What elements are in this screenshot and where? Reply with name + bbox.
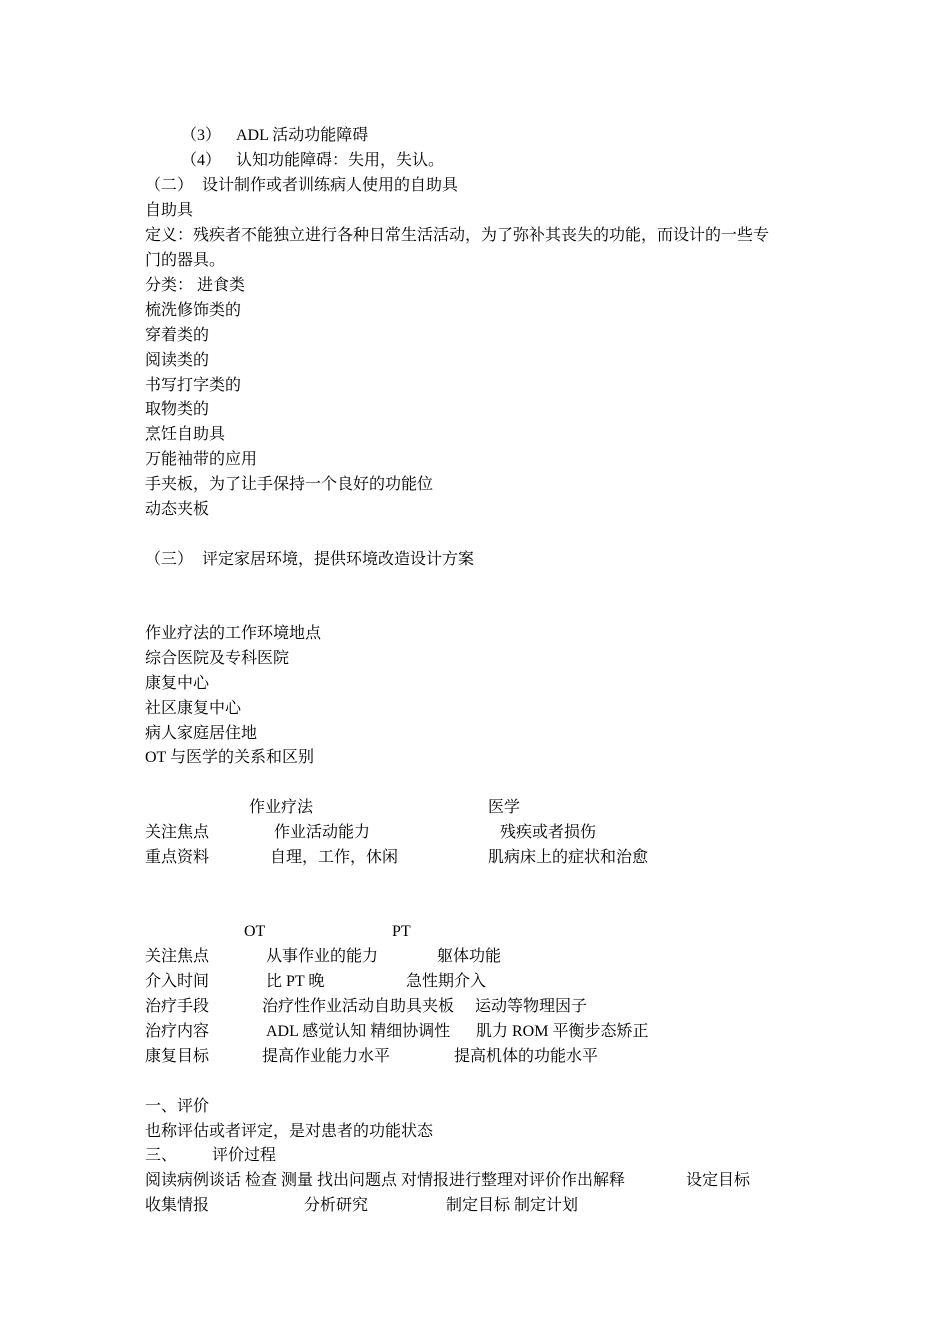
- aid-type: 阅读类的: [145, 352, 210, 369]
- compare-pt-row-label: 治疗内容: [145, 1023, 210, 1040]
- aid-type: 万能袖带的应用: [145, 451, 258, 468]
- compare-pt-header-pt: PT: [392, 923, 411, 940]
- process-plan: 制定目标 制定计划: [446, 1197, 579, 1214]
- aid-type: 烹饪自助具: [145, 426, 226, 443]
- process-analyze: 分析研究: [304, 1197, 369, 1214]
- section2-number: （二）: [145, 177, 194, 194]
- section3-heading: 评定家居环境，提供环境改造设计方案: [202, 551, 475, 568]
- evaluation-heading: 一、评价: [145, 1098, 210, 1115]
- section2-heading: 设计制作或者训练病人使用的自助具: [202, 177, 459, 194]
- process-steps: 阅读病例谈话 检查 测量 找出问题点 对情报进行整理对评价作出解释: [145, 1172, 626, 1189]
- compare-pt-row-ot: 提高作业能力水平: [262, 1048, 391, 1065]
- compare-pt-row-ot: 治疗性作业活动自助具夹板: [262, 998, 455, 1015]
- workplace-item: 综合医院及专科医院: [145, 650, 290, 667]
- compare-med-header-ot: 作业疗法: [249, 799, 314, 816]
- compare-pt-row-label: 治疗手段: [145, 998, 210, 1015]
- item4-number: （4）: [181, 152, 222, 169]
- workplace-item: 病人家庭居住地: [145, 725, 258, 742]
- definition-line-2: 门的器具。: [145, 252, 226, 269]
- aid-type: 穿着类的: [145, 327, 210, 344]
- aid-type: 手夹板，为了让手保持一个良好的功能位: [145, 476, 434, 493]
- compare-pt-row-pt: 躯体功能: [437, 948, 502, 965]
- compare-pt-row-label: 关注焦点: [145, 948, 210, 965]
- workplace-item: 社区康复中心: [145, 700, 242, 717]
- compare-pt-row-label: 康复目标: [145, 1048, 210, 1065]
- section3-number: （三）: [145, 551, 194, 568]
- compare-med-row-med: 肌病床上的症状和治愈: [488, 849, 649, 866]
- compare-med-row-med: 残疾或者损伤: [500, 824, 597, 841]
- compare-med-header-med: 医学: [488, 799, 521, 816]
- process-goal: 设定目标: [686, 1172, 751, 1189]
- compare-pt-row-ot: 从事作业的能力: [266, 948, 379, 965]
- aid-type: 梳洗修饰类的: [145, 302, 242, 319]
- compare-pt-row-label: 介入时间: [145, 973, 210, 990]
- workplace-heading: 作业疗法的工作环境地点: [145, 625, 322, 642]
- compare-pt-row-pt: 运动等物理因子: [475, 998, 588, 1015]
- compare-pt-header-ot: OT: [244, 923, 266, 940]
- item3-text: ADL 活动功能障碍: [236, 127, 369, 144]
- compare-pt-row-pt: 提高机体的功能水平: [454, 1048, 599, 1065]
- compare-med-row-ot: 自理，工作，休闲: [270, 849, 399, 866]
- process-heading: 评价过程: [212, 1147, 277, 1164]
- workplace-item: 康复中心: [145, 675, 210, 692]
- compare-med-row-label: 关注焦点: [145, 824, 210, 841]
- classification-line: 分类： 进食类: [145, 277, 246, 294]
- evaluation-definition: 也称评估或者评定，是对患者的功能状态: [145, 1123, 434, 1140]
- item4-text: 认知功能障碍：失用，失认。: [236, 152, 445, 169]
- aid-type: 书写打字类的: [145, 377, 242, 394]
- process-number: 三、: [145, 1147, 178, 1164]
- aids-heading: 自助具: [145, 202, 194, 219]
- aid-type: 动态夹板: [145, 501, 210, 518]
- compare-pt-row-ot: ADL 感觉认知 精细协调性: [266, 1023, 451, 1040]
- compare-med-row-ot: 作业活动能力: [274, 824, 371, 841]
- compare-pt-row-ot: 比 PT 晚: [266, 973, 325, 990]
- item3-number: （3）: [181, 127, 222, 144]
- definition-line-1: 定义：残疾者不能独立进行各种日常生活活动，为了弥补其丧失的功能，而设计的一些专: [145, 227, 770, 244]
- aid-type: 取物类的: [145, 401, 210, 418]
- compare-pt-row-pt: 肌力 ROM 平衡步态矫正: [476, 1023, 649, 1040]
- compare-pt-row-pt: 急性期介入: [406, 973, 487, 990]
- compare-med-row-label: 重点资料: [145, 849, 210, 866]
- process-collect: 收集情报: [145, 1197, 210, 1214]
- ot-medicine-heading: OT 与医学的关系和区别: [145, 749, 315, 766]
